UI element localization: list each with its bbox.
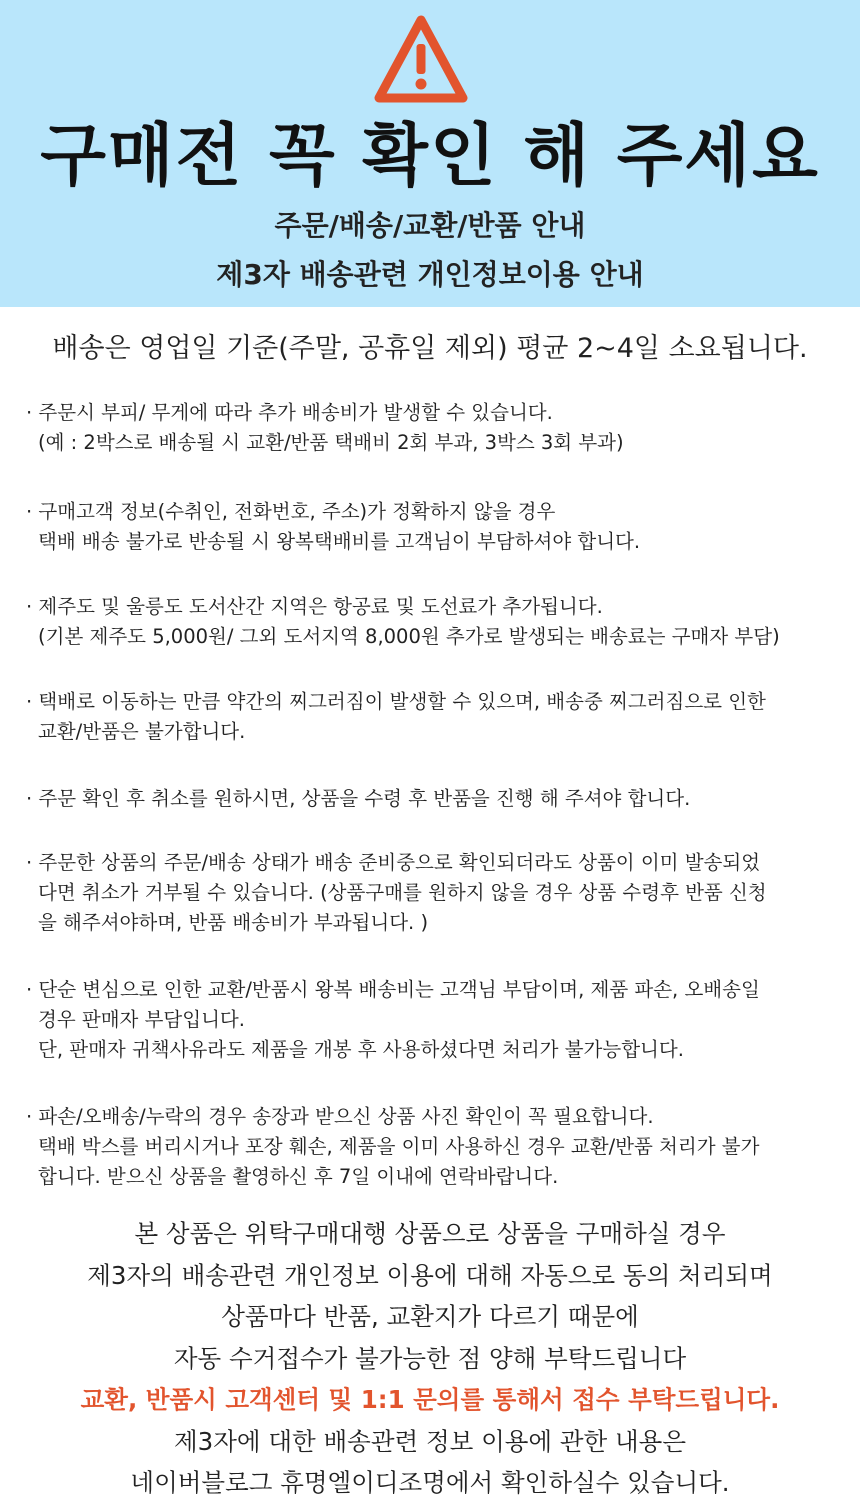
notice-line: 택배 배송 불가로 반송될 시 왕복택배비를 고객님이 부담하셔야 합니다. [38, 530, 641, 553]
notice-line: 교환/반품은 불가합니다. [38, 720, 246, 743]
notice-line: · 주문 확인 후 취소를 원하시면, 상품을 수령 후 반품을 진행 해 주셔야 합니다. [26, 787, 691, 810]
notice-line: 을 해주셔야하며, 반품 배송비가 부과됩니다. ) [38, 911, 429, 934]
subtitle-order-guide: 주문/배송/교환/반품 안내 [274, 209, 586, 242]
notice-line: 합니다. 받으신 상품을 촬영하신 후 7일 이내에 연락바랍니다. [38, 1165, 559, 1188]
notice-item [26, 848, 856, 938]
closing-line: 본 상품은 위탁구매대행 상품으로 상품을 구매하실 경우 [134, 1219, 726, 1248]
notice-line: · 파손/오배송/누락의 경우 송장과 받으신 상품 사진 확인이 꼭 필요합니다. [26, 1105, 654, 1128]
notice-line: · 주문한 상품의 주문/배송 상태가 배송 준비중으로 확인되더라도 상품이 이미 발송되었 [26, 851, 761, 874]
notice-item [26, 497, 856, 557]
notice-line: (예 : 2박스로 배송될 시 교환/반품 택배비 2회 부과, 3박스 3회 부과) [38, 431, 624, 454]
warning-triangle-icon [373, 14, 469, 106]
notice-line: · 제주도 및 울릉도 도서산간 지역은 항공료 및 도선료가 추가됩니다. [26, 595, 603, 618]
notice-item [26, 1102, 856, 1192]
closing-accent-line: 교환, 반품시 고객센터 및 1:1 문의를 통해서 접수 부탁드립니다. [80, 1385, 780, 1414]
notice-item [26, 784, 856, 814]
subtitle-privacy-guide: 제3자 배송관련 개인정보이용 안내 [216, 258, 644, 291]
notice-line: 다면 취소가 거부될 수 있습니다. (상품구매를 원하지 않을 경우 상품 수령후 반품 신청 [38, 881, 767, 904]
closing-line: 제3자의 배송관련 개인정보 이용에 대해 자동으로 동의 처리되며 [87, 1260, 773, 1290]
notice-line: · 단순 변심으로 인한 교환/반품시 왕복 배송비는 고객님 부담이며, 제품 파손, 오배송일 [26, 978, 760, 1001]
closing-line: 네이버블로그 휴명엘이디조명에서 확인하실수 있습니다. [130, 1468, 730, 1497]
delivery-lead-text: 배송은 영업일 기준(주말, 공휴일 제외) 평균 2~4일 소요됩니다. [52, 333, 808, 364]
notice-item [26, 975, 856, 1065]
notice-line: 택배 박스를 버리시거나 포장 훼손, 제품을 이미 사용하신 경우 교환/반품 처리가 불가 [38, 1135, 760, 1158]
notice-item [26, 398, 856, 458]
header-banner [0, 0, 860, 307]
notice-line: · 택배로 이동하는 만큼 약간의 찌그러짐이 발생할 수 있으며, 배송중 찌그러짐으로 인한 [26, 690, 766, 713]
closing-line: 제3자에 대한 배송관련 정보 이용에 관한 내용은 [174, 1426, 686, 1456]
closing-line: 상품마다 반품, 교환지가 다르기 때문에 [221, 1302, 639, 1331]
notice-line: · 구매고객 정보(수취인, 전화번호, 주소)가 정확하지 않을 경우 [26, 500, 556, 523]
closing-statement [0, 1213, 860, 1500]
notice-item [26, 687, 856, 747]
page-title: 구매전 꼭 확인 해 주세요 [40, 117, 820, 196]
notice-item [26, 592, 856, 652]
closing-line: 자동 수거접수가 불가능한 점 양해 부탁드립니다 [173, 1343, 687, 1373]
notice-line: · 주문시 부피/ 무게에 따라 추가 배송비가 발생할 수 있습니다. [26, 401, 553, 424]
notice-line: 경우 판매자 부담입니다. [38, 1008, 245, 1031]
notice-line: 단, 판매자 귀책사유라도 제품을 개봉 후 사용하셨다면 처리가 불가능합니다. [38, 1038, 684, 1061]
notice-line: (기본 제주도 5,000원/ 그외 도서지역 8,000원 추가로 발생되는 배송료는 구매자 부담) [38, 625, 780, 648]
